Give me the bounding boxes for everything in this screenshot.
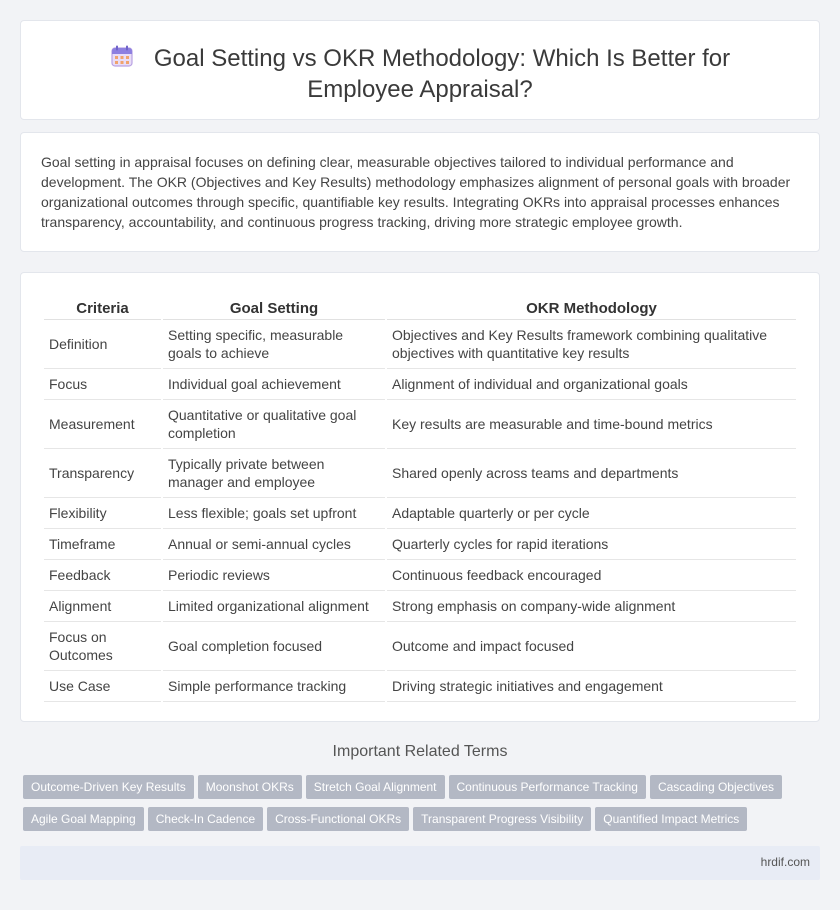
criteria-cell: Use Case xyxy=(44,671,161,702)
footer xyxy=(20,846,820,880)
page-title xyxy=(61,43,779,105)
comparison-table xyxy=(42,295,798,702)
comparison-table-card xyxy=(20,272,820,722)
related-term-tag[interactable]: Outcome-Driven Key Results xyxy=(23,775,194,799)
okr-cell: Outcome and impact focused xyxy=(387,622,796,671)
related-term-tag[interactable]: Stretch Goal Alignment xyxy=(306,775,445,799)
criteria-cell: Definition xyxy=(44,320,161,369)
table-row xyxy=(44,529,796,560)
goal-setting-cell: Periodic reviews xyxy=(163,560,385,591)
okr-cell: Adaptable quarterly or per cycle xyxy=(387,498,796,529)
related-term-tag[interactable]: Continuous Performance Tracking xyxy=(449,775,646,799)
related-term-tag[interactable]: Check-In Cadence xyxy=(148,807,263,831)
goal-setting-cell: Less flexible; goals set upfront xyxy=(163,498,385,529)
related-terms-heading: Important Related Terms xyxy=(332,743,508,760)
table-row xyxy=(44,369,796,400)
header-goal-setting: Goal Setting xyxy=(163,295,385,320)
related-terms-list xyxy=(23,775,803,839)
footer-site-link[interactable]: hrdif.com xyxy=(760,855,810,869)
related-term-tag[interactable]: Moonshot OKRs xyxy=(198,775,302,799)
criteria-cell: Transparency xyxy=(44,449,161,498)
table-row xyxy=(44,320,796,369)
table-row xyxy=(44,671,796,702)
goal-setting-cell: Annual or semi-annual cycles xyxy=(163,529,385,560)
goal-setting-cell: Limited organizational alignment xyxy=(163,591,385,622)
criteria-cell: Focus on Outcomes xyxy=(44,622,161,671)
table-row xyxy=(44,400,796,449)
calendar-icon xyxy=(110,44,134,68)
criteria-cell: Focus xyxy=(44,369,161,400)
goal-setting-cell: Typically private between manager and employee xyxy=(163,449,385,498)
header-card xyxy=(20,20,820,120)
title-row xyxy=(61,43,779,105)
table-row xyxy=(44,498,796,529)
goal-setting-cell: Simple performance tracking xyxy=(163,671,385,702)
related-term-tag[interactable]: Cascading Objectives xyxy=(650,775,782,799)
intro-card xyxy=(20,132,820,252)
okr-cell: Quarterly cycles for rapid iterations xyxy=(387,529,796,560)
goal-setting-cell: Quantitative or qualitative goal completion xyxy=(163,400,385,449)
table-row xyxy=(44,449,796,498)
okr-cell: Shared openly across teams and departments xyxy=(387,449,796,498)
okr-cell: Key results are measurable and time-bound metrics xyxy=(387,400,796,449)
goal-setting-cell: Setting specific, measurable goals to achieve xyxy=(163,320,385,369)
okr-cell: Alignment of individual and organizational goals xyxy=(387,369,796,400)
related-term-tag[interactable]: Cross-Functional OKRs xyxy=(267,807,409,831)
criteria-cell: Flexibility xyxy=(44,498,161,529)
criteria-cell: Timeframe xyxy=(44,529,161,560)
goal-setting-cell: Goal completion focused xyxy=(163,622,385,671)
okr-cell: Objectives and Key Results framework combining qualitative objectives with quantitative key results xyxy=(387,320,796,369)
goal-setting-cell: Individual goal achievement xyxy=(163,369,385,400)
okr-cell: Strong emphasis on company-wide alignment xyxy=(387,591,796,622)
related-term-tag[interactable]: Transparent Progress Visibility xyxy=(413,807,591,831)
table-header-row xyxy=(44,295,796,320)
related-term-tag[interactable]: Agile Goal Mapping xyxy=(23,807,144,831)
related-term-tag[interactable]: Quantified Impact Metrics xyxy=(595,807,747,831)
intro-paragraph: Goal setting in appraisal focuses on defining clear, measurable objectives tailored to individual performance and development. The OKR (Objectives and Key Results) methodology emphasizes alignment of personal goals with broader organizational outcomes through specific, quantifiable key results. Integrating OKRs into appraisal processes enhances transparency, accountability, and continuous progress tracking, driving more strategic employee growth. xyxy=(41,154,791,230)
table-row xyxy=(44,591,796,622)
table-row xyxy=(44,560,796,591)
criteria-cell: Feedback xyxy=(44,560,161,591)
page-title-text: Goal Setting vs OKR Methodology: Which Is Better for Employee Appraisal? xyxy=(153,45,731,103)
table-row xyxy=(44,622,796,671)
header-criteria: Criteria xyxy=(44,295,161,320)
header-okr: OKR Methodology xyxy=(387,295,796,320)
okr-cell: Continuous feedback encouraged xyxy=(387,560,796,591)
criteria-cell: Alignment xyxy=(44,591,161,622)
okr-cell: Driving strategic initiatives and engagement xyxy=(387,671,796,702)
criteria-cell: Measurement xyxy=(44,400,161,449)
